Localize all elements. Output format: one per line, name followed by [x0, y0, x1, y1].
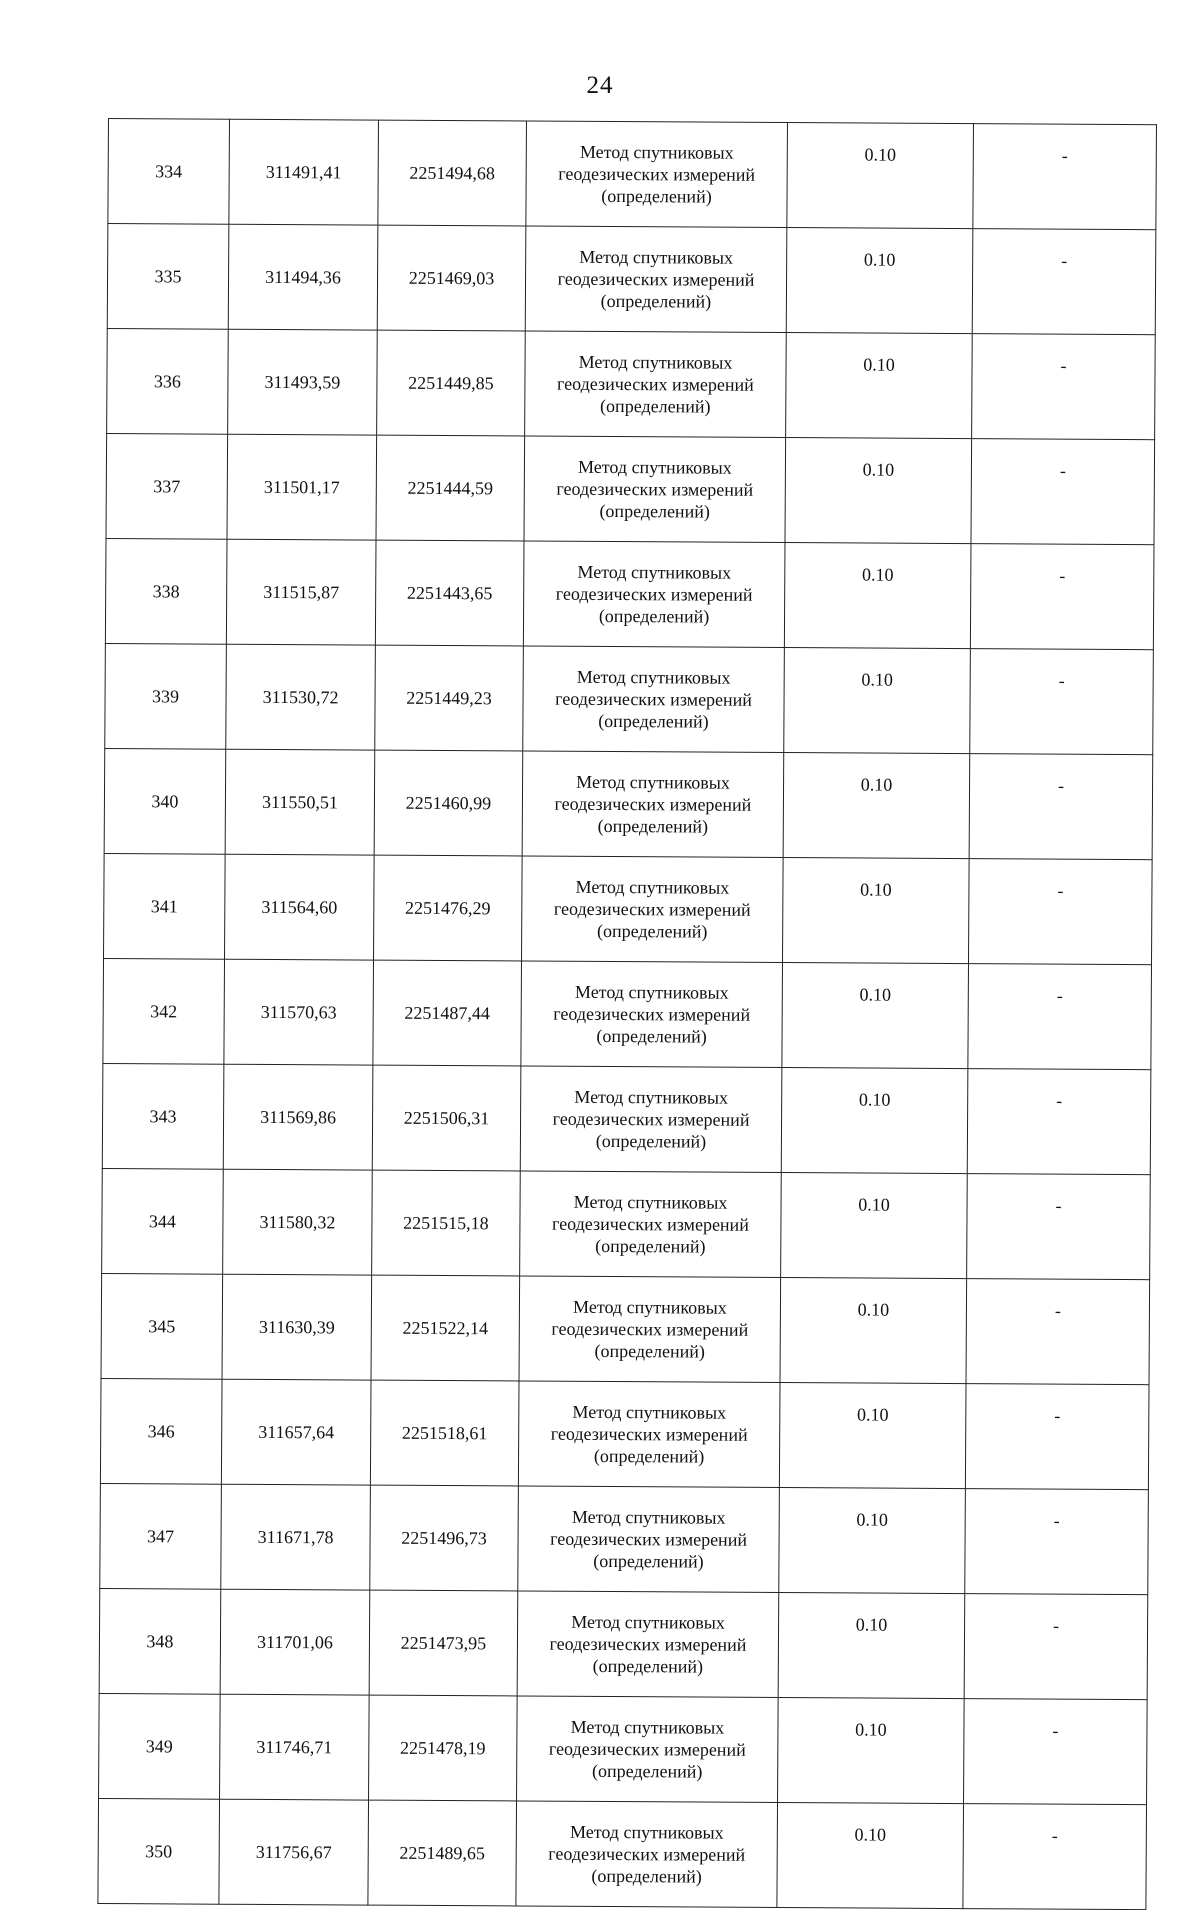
method-cell	[518, 1381, 780, 1488]
x-coordinate-cell: 311491,41	[229, 119, 379, 225]
x-coordinate-cell: 311657,64	[221, 1379, 371, 1485]
method-line-2: геодезических измерений	[548, 1738, 746, 1760]
y-coordinate-cell: 2251518,61	[370, 1380, 519, 1486]
method-line-1: Метод спутниковых	[578, 351, 733, 373]
x-coordinate-cell: 311564,60	[225, 854, 375, 960]
x-coordinate-cell: 311746,71	[220, 1694, 370, 1800]
method-line-1: Метод спутниковых	[570, 1716, 725, 1738]
method-cell	[521, 961, 783, 1068]
point-number-cell: 350	[98, 1798, 220, 1904]
description-cell: -	[972, 229, 1156, 335]
table-row	[108, 119, 1157, 230]
x-coordinate-cell: 311550,51	[225, 749, 375, 855]
x-coordinate-cell: 311530,72	[226, 644, 376, 750]
method-line-2: геодезических измерений	[553, 898, 751, 920]
method-line-1: Метод спутниковых	[578, 456, 732, 478]
method-line-3: (определений)	[595, 1130, 707, 1152]
table-row	[102, 1168, 1151, 1279]
method-line-1: Метод спутниковых	[574, 981, 729, 1003]
point-number-cell: 335	[107, 224, 229, 330]
table-row	[105, 643, 1154, 754]
method-line-2: геодезических измерений	[550, 1423, 748, 1445]
method-line-1: Метод спутниковых	[576, 666, 731, 688]
method-cell	[526, 121, 788, 228]
method-line-1: Метод спутниковых	[576, 771, 730, 793]
y-coordinate-cell: 2251449,23	[375, 645, 524, 751]
description-cell: -	[966, 1279, 1150, 1385]
method-line-1: Метод спутниковых	[571, 1611, 725, 1633]
point-number-cell: 348	[99, 1588, 221, 1694]
y-coordinate-cell: 2251478,19	[369, 1695, 518, 1801]
x-coordinate-cell: 311580,32	[223, 1169, 373, 1275]
table-row	[101, 1273, 1150, 1384]
table-row	[99, 1588, 1148, 1699]
method-cell	[523, 646, 785, 753]
method-line-1: Метод спутниковых	[577, 561, 732, 583]
y-coordinate-cell: 2251489,65	[368, 1800, 517, 1906]
method-cell	[516, 1801, 778, 1908]
method-line-1: Метод спутниковых	[579, 141, 734, 163]
table-body	[98, 119, 1157, 1910]
table-row	[107, 328, 1156, 439]
description-cell: -	[968, 859, 1152, 965]
accuracy-cell: 0.10	[778, 1698, 965, 1804]
x-coordinate-cell: 311630,39	[222, 1274, 372, 1380]
table-row	[106, 433, 1155, 544]
method-line-2: геодезических измерений	[556, 373, 754, 395]
description-cell: -	[970, 649, 1154, 755]
description-cell: -	[963, 1804, 1147, 1910]
method-cell	[525, 226, 787, 333]
method-line-3: (определений)	[597, 815, 709, 837]
method-line-3: (определений)	[601, 185, 712, 207]
point-number-cell: 334	[108, 119, 230, 225]
point-number-cell: 345	[101, 1273, 223, 1379]
y-coordinate-cell: 2251449,85	[377, 330, 526, 436]
method-line-3: (определений)	[598, 605, 710, 627]
point-number-cell: 346	[100, 1378, 222, 1484]
accuracy-cell: 0.10	[783, 858, 970, 964]
y-coordinate-cell: 2251473,95	[369, 1590, 518, 1696]
accuracy-cell: 0.10	[782, 963, 969, 1069]
accuracy-cell: 0.10	[785, 438, 972, 544]
method-cell	[520, 1171, 782, 1278]
x-coordinate-cell: 311671,78	[221, 1484, 371, 1590]
method-line-1: Метод спутниковых	[569, 1821, 724, 1843]
description-cell: -	[967, 1069, 1151, 1175]
table-row	[100, 1378, 1149, 1489]
method-line-3: (определений)	[593, 1550, 704, 1572]
description-cell: -	[967, 1174, 1151, 1280]
description-cell: -	[970, 544, 1154, 650]
y-coordinate-cell: 2251506,31	[372, 1065, 521, 1171]
method-line-2: геодезических измерений	[558, 163, 756, 185]
method-line-3: (определений)	[591, 1865, 702, 1887]
description-cell: -	[973, 124, 1157, 230]
y-coordinate-cell: 2251443,65	[375, 540, 524, 646]
accuracy-cell: 0.10	[778, 1593, 965, 1699]
x-coordinate-cell: 311701,06	[220, 1589, 370, 1695]
coordinates-table	[97, 118, 1157, 1910]
table-row	[102, 1063, 1151, 1174]
method-line-2: геодезических измерений	[554, 793, 752, 815]
method-line-3: (определений)	[600, 290, 712, 312]
method-line-1: Метод спутниковых	[573, 1191, 728, 1213]
y-coordinate-cell: 2251522,14	[371, 1275, 520, 1381]
accuracy-cell: 0.10	[786, 228, 973, 334]
table-row	[103, 958, 1152, 1069]
description-cell: -	[971, 439, 1155, 545]
point-number-cell: 344	[102, 1168, 224, 1274]
accuracy-cell: 0.10	[779, 1383, 966, 1489]
method-line-2: геодезических измерений	[551, 1213, 749, 1235]
method-line-3: (определений)	[593, 1445, 705, 1467]
method-line-3: (определений)	[600, 395, 711, 417]
point-number-cell: 347	[100, 1483, 222, 1589]
method-line-2: геодезических измерений	[552, 1108, 750, 1130]
method-cell	[517, 1696, 779, 1803]
method-cell	[523, 541, 785, 648]
method-cell	[524, 436, 786, 543]
y-coordinate-cell: 2251444,59	[376, 435, 525, 541]
table-row	[105, 538, 1154, 649]
table-row	[99, 1693, 1148, 1804]
accuracy-cell: 0.10	[784, 648, 971, 754]
y-coordinate-cell: 2251469,03	[377, 225, 526, 331]
accuracy-cell: 0.10	[780, 1278, 967, 1384]
x-coordinate-cell: 311501,17	[227, 434, 377, 540]
point-number-cell: 338	[105, 538, 227, 644]
accuracy-cell: 0.10	[777, 1803, 964, 1909]
y-coordinate-cell: 2251487,44	[373, 960, 522, 1066]
method-line-3: (определений)	[594, 1340, 705, 1362]
method-line-2: геодезических измерений	[555, 688, 753, 710]
accuracy-cell: 0.10	[781, 1173, 968, 1279]
table-row	[104, 748, 1153, 859]
method-cell	[517, 1591, 779, 1698]
description-cell: -	[968, 964, 1152, 1070]
method-line-3: (определений)	[598, 710, 709, 732]
description-cell: -	[965, 1489, 1149, 1595]
point-number-cell: 339	[105, 643, 227, 749]
point-number-cell: 342	[103, 958, 225, 1064]
x-coordinate-cell: 311515,87	[226, 539, 376, 645]
x-coordinate-cell: 311493,59	[228, 329, 378, 435]
x-coordinate-cell: 311569,86	[223, 1064, 373, 1170]
point-number-cell: 343	[102, 1063, 224, 1169]
accuracy-cell: 0.10	[779, 1488, 966, 1594]
table-row	[98, 1798, 1147, 1909]
x-coordinate-cell: 311756,67	[219, 1799, 369, 1905]
y-coordinate-cell: 2251460,99	[374, 750, 523, 856]
method-line-2: геодезических измерений	[551, 1318, 749, 1340]
point-number-cell: 341	[104, 853, 226, 959]
description-cell: -	[969, 754, 1153, 860]
accuracy-cell: 0.10	[784, 543, 971, 649]
method-line-2: геодезических измерений	[555, 583, 753, 605]
method-line-2: геодезических измерений	[553, 1003, 751, 1025]
method-line-1: Метод спутниковых	[579, 246, 734, 268]
x-coordinate-cell: 311570,63	[224, 959, 374, 1065]
method-line-2: геодезических измерений	[548, 1843, 746, 1865]
page-number: 24	[586, 72, 614, 99]
method-line-1: Метод спутниковых	[574, 1086, 729, 1108]
accuracy-cell: 0.10	[786, 333, 973, 439]
point-number-cell: 336	[107, 328, 229, 434]
method-line-2: геодезических измерений	[556, 478, 754, 500]
method-cell	[522, 856, 784, 963]
method-line-3: (определений)	[592, 1655, 704, 1677]
accuracy-cell: 0.10	[783, 753, 970, 859]
method-line-2: геодезических измерений	[550, 1528, 748, 1550]
method-line-1: Метод спутниковых	[572, 1401, 727, 1423]
method-line-3: (определений)	[596, 1025, 707, 1047]
point-number-cell: 337	[106, 433, 228, 539]
point-number-cell: 349	[99, 1693, 221, 1799]
table-row	[100, 1483, 1149, 1594]
method-line-3: (определений)	[595, 1235, 706, 1257]
method-line-1: Метод спутниковых	[575, 876, 730, 898]
method-line-3: (определений)	[591, 1760, 703, 1782]
method-line-2: геодезических измерений	[557, 268, 755, 290]
y-coordinate-cell: 2251515,18	[372, 1170, 521, 1276]
accuracy-cell: 0.10	[781, 1068, 968, 1174]
method-line-2: геодезических измерений	[549, 1633, 747, 1655]
method-line-3: (определений)	[596, 920, 708, 942]
description-cell: -	[965, 1384, 1149, 1490]
description-cell: -	[972, 334, 1156, 440]
y-coordinate-cell: 2251496,73	[370, 1485, 519, 1591]
method-line-1: Метод спутниковых	[573, 1296, 727, 1318]
table-row	[107, 224, 1156, 335]
description-cell: -	[964, 1594, 1148, 1700]
table-row	[104, 853, 1153, 964]
method-cell	[522, 751, 784, 858]
x-coordinate-cell: 311494,36	[228, 224, 378, 330]
y-coordinate-cell: 2251476,29	[374, 855, 523, 961]
point-number-cell: 340	[104, 748, 226, 854]
method-cell	[520, 1066, 782, 1173]
method-cell	[525, 331, 787, 438]
method-cell	[518, 1486, 780, 1593]
method-line-1: Метод спутниковых	[571, 1506, 726, 1528]
y-coordinate-cell: 2251494,68	[378, 120, 527, 226]
accuracy-cell: 0.10	[787, 123, 974, 229]
description-cell: -	[964, 1699, 1148, 1805]
method-cell	[519, 1276, 781, 1383]
method-line-3: (определений)	[599, 500, 710, 522]
